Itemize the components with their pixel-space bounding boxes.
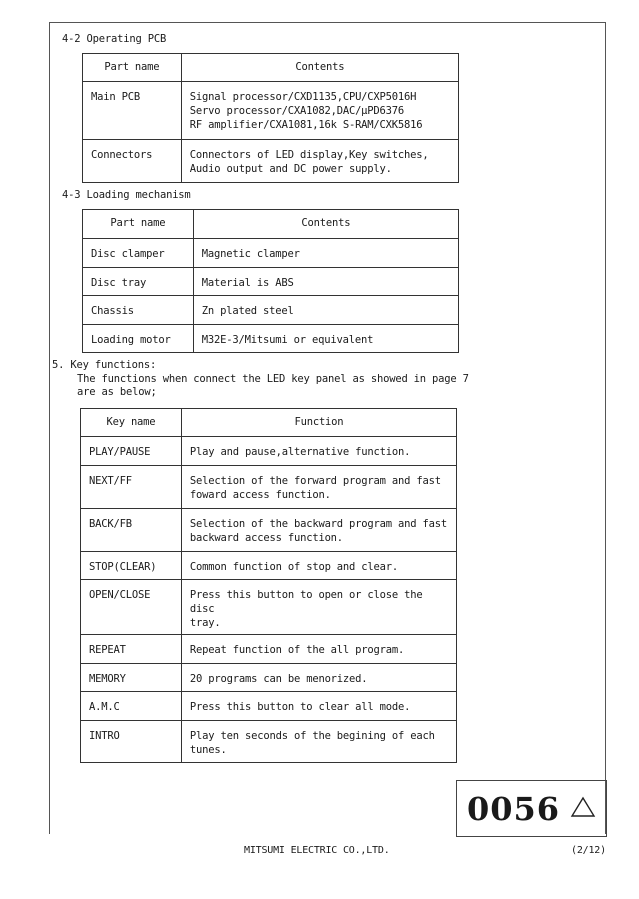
function-cell: Play ten seconds of the begining of each tunes.: [189, 730, 435, 756]
column-header-part-name: Part name: [110, 217, 166, 229]
part-name-cell: Main PCB: [91, 91, 140, 103]
table-row: [83, 325, 459, 353]
key-name-cell: PLAY/PAUSE: [89, 446, 151, 458]
key-name-cell: OPEN/CLOSE: [89, 589, 151, 601]
function-cell: Press this button to clear all mode.: [189, 701, 411, 713]
table-row: [83, 296, 459, 325]
key-name-cell: STOP(CLEAR): [89, 561, 157, 573]
table-header-row: [83, 210, 459, 239]
key-name-cell: INTRO: [89, 730, 120, 742]
contents-cell: Connectors of LED display,Key switches, Audio output and DC power supply.: [189, 149, 429, 175]
function-cell: Common function of stop and clear.: [189, 561, 399, 573]
function-cell: Selection of the backward program and fast backward access function.: [189, 518, 447, 544]
loading-mechanism-table: [82, 209, 459, 353]
part-name-cell: Chassis: [91, 305, 134, 317]
column-header-function: Function: [294, 416, 344, 428]
operating-pcb-table: [82, 53, 459, 183]
document-number: 0056: [466, 789, 560, 828]
table-row: [83, 239, 459, 268]
footer-company: MITSUMI ELECTRIC CO.,LTD.: [244, 845, 390, 856]
function-cell: 20 programs can be menorized.: [189, 673, 368, 685]
table-header-row: [83, 54, 459, 82]
section-5-heading: 5. Key functions:: [52, 359, 157, 371]
column-header-contents: Contents: [295, 61, 345, 73]
contents-cell: Signal processor/CXD1135,CPU/CXP5016H Servo processor/CXA1082,DAC/μPD6376 RF amplifier/CXA1081,16k S-RAM/CXK5816: [189, 91, 423, 131]
section-4-3-heading: 4-3 Loading mechanism: [62, 189, 191, 201]
table-row: [81, 721, 457, 763]
footer-page-number: (2/12): [571, 845, 606, 856]
contents-cell: Zn plated steel: [201, 305, 294, 317]
function-cell: Repeat function of the all program.: [189, 644, 405, 656]
table-row: [81, 552, 457, 580]
column-header-part-name: Part name: [104, 61, 160, 73]
table-row: [81, 664, 457, 692]
table-row: [81, 437, 457, 466]
triangle-icon: [570, 796, 596, 821]
contents-cell: Material is ABS: [201, 277, 294, 289]
table-row: [83, 140, 459, 183]
function-cell: Play and pause,alternative function.: [189, 446, 411, 458]
table-row: [81, 692, 457, 721]
key-name-cell: BACK/FB: [89, 518, 132, 530]
part-name-cell: Loading motor: [91, 334, 171, 346]
table-row: [81, 466, 457, 509]
key-functions-table: [80, 408, 457, 763]
part-name-cell: Connectors: [91, 149, 153, 161]
table-row: [81, 509, 457, 552]
table-header-row: [81, 409, 457, 437]
function-cell: Selection of the forward program and fast foward access function.: [189, 475, 441, 501]
contents-cell: M32E-3/Mitsumi or equivalent: [201, 334, 374, 346]
key-name-cell: REPEAT: [89, 644, 126, 656]
key-name-cell: A.M.C: [89, 701, 120, 713]
table-row: [83, 268, 459, 296]
part-name-cell: Disc clamper: [91, 248, 165, 260]
section-4-2-heading: 4-2 Operating PCB: [62, 33, 167, 45]
table-row: [83, 82, 459, 140]
contents-cell: Magnetic clamper: [201, 248, 300, 260]
table-row: [81, 580, 457, 635]
function-cell: Press this button to open or close the disc tray.: [189, 589, 423, 629]
table-row: [81, 635, 457, 664]
key-name-cell: MEMORY: [89, 673, 126, 685]
part-name-cell: Disc tray: [91, 277, 147, 289]
column-header-contents: Contents: [301, 217, 351, 229]
key-functions-intro: The functions when connect the LED key panel as showed in page 7 are as below;: [77, 373, 469, 398]
document-number-stamp: [456, 780, 607, 837]
key-name-cell: NEXT/FF: [89, 475, 132, 487]
column-header-key-name: Key name: [106, 416, 156, 428]
